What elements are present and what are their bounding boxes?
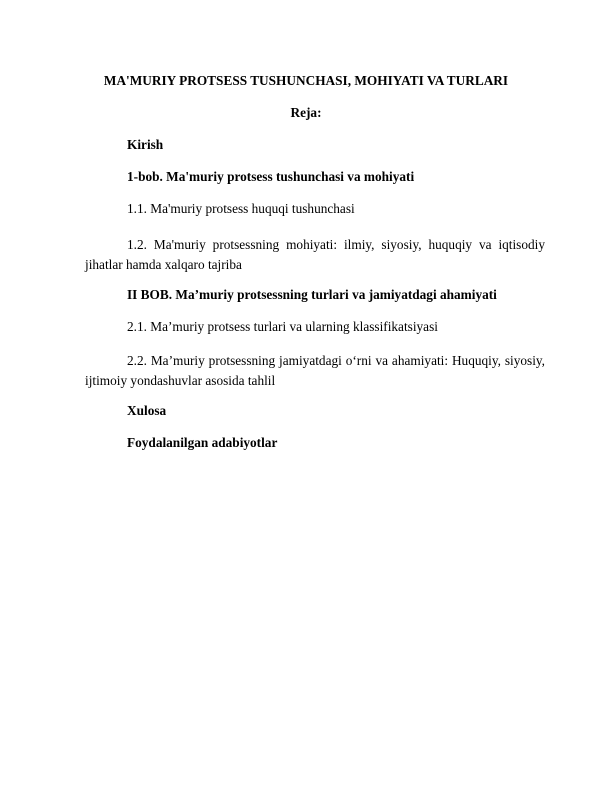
toc-item-conclusion: Xulosa (127, 403, 167, 418)
toc-item-chapter-1: 1-bob. Ma'muriy protsess tushunchasi va mohiyati (127, 169, 415, 184)
toc-item-introduction: Kirish (127, 137, 164, 152)
toc-item-section-2-1: 2.1. Ma’muriy protsess turlari va ularning klassifikatsiyasi (127, 319, 438, 334)
toc-item-section-1-1: 1.1. Ma'muriy protsess huquqi tushunchasi (127, 201, 355, 216)
document-title: MA'MURIY PROTSESS TUSHUNCHASI, MOHIYATI VA TURLARI (103, 73, 509, 88)
toc-item-section-2-2: 2.2. Ma’muriy protsessning jamiyatdagi o‘rni va ahamiyati: Huquqiy, siyosiy, ijtimoiy yondashuvlar asosida tahlil (85, 353, 545, 388)
toc-item-section-1-2: 1.2. Ma'muriy protsessning mohiyati: ilmiy, siyosiy, huquqiy va iqtisodiy jihatlar hamda xalqaro tajriba (85, 237, 545, 272)
plan-heading: Reja: (290, 105, 322, 120)
toc-item-chapter-2: II BOB. Ma’muriy protsessning turlari va jamiyatdagi ahamiyati (127, 287, 497, 302)
toc-item-references: Foydalanilgan adabiyotlar (127, 435, 278, 450)
